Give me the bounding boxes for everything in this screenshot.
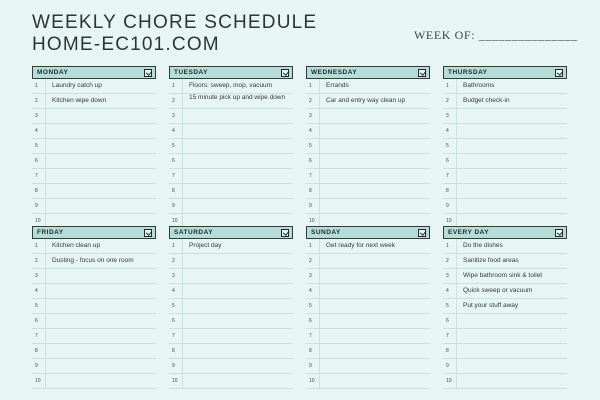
line-number: 8 <box>35 348 38 354</box>
task-text[interactable] <box>45 284 156 298</box>
task-line[interactable] <box>443 374 567 389</box>
line-number: 5 <box>446 143 449 149</box>
line-number: 8 <box>309 348 312 354</box>
task-text[interactable] <box>456 199 567 213</box>
task-line[interactable] <box>443 199 567 214</box>
task-text[interactable]: Sanitize food areas <box>456 254 567 268</box>
task-line[interactable] <box>32 199 156 214</box>
task-line[interactable] <box>32 109 156 124</box>
task-text[interactable]: Errands <box>319 79 430 93</box>
day-card-wednesday <box>306 66 430 224</box>
task-text[interactable] <box>456 169 567 183</box>
line-number: 3 <box>35 113 38 119</box>
task-line[interactable] <box>169 94 293 109</box>
line-number: 6 <box>35 318 38 324</box>
line-number: 10 <box>172 218 178 224</box>
task-lines <box>32 79 156 229</box>
task-text[interactable] <box>45 199 156 213</box>
line-number: 8 <box>35 188 38 194</box>
line-number: 9 <box>446 363 449 369</box>
task-text[interactable] <box>456 359 567 373</box>
task-line[interactable] <box>32 314 156 329</box>
line-number: 6 <box>35 158 38 164</box>
day-header <box>306 226 430 239</box>
line-number: 7 <box>35 173 38 179</box>
task-text[interactable] <box>456 124 567 138</box>
line-number: 7 <box>446 333 449 339</box>
task-line[interactable] <box>306 269 430 284</box>
line-number: 2 <box>35 258 38 264</box>
line-number: 1 <box>35 243 38 249</box>
task-text[interactable] <box>319 374 430 388</box>
task-line[interactable] <box>443 359 567 374</box>
task-text[interactable] <box>45 344 156 358</box>
line-number: 1 <box>309 243 312 249</box>
task-text[interactable] <box>182 284 293 298</box>
checkbox-icon[interactable] <box>418 229 426 237</box>
task-line[interactable] <box>306 314 430 329</box>
task-line[interactable] <box>306 184 430 199</box>
line-number: 2 <box>309 98 312 104</box>
line-number: 3 <box>172 273 175 279</box>
line-number: 7 <box>446 173 449 179</box>
line-number: 8 <box>309 188 312 194</box>
task-line[interactable] <box>443 169 567 184</box>
task-line[interactable] <box>306 374 430 389</box>
day-card-saturday <box>169 226 293 384</box>
day-name: TUESDAY <box>174 69 208 76</box>
checkbox-icon[interactable] <box>144 69 152 77</box>
line-number: 2 <box>309 258 312 264</box>
task-line[interactable] <box>443 139 567 154</box>
task-line[interactable] <box>443 109 567 124</box>
checkbox-icon[interactable] <box>555 229 563 237</box>
schedule-grid <box>32 66 568 384</box>
task-text[interactable] <box>182 299 293 313</box>
line-number: 1 <box>172 83 175 89</box>
task-line[interactable] <box>169 344 293 359</box>
task-line[interactable] <box>306 94 430 109</box>
task-line[interactable] <box>306 79 430 94</box>
line-number: 3 <box>309 273 312 279</box>
task-line[interactable] <box>169 359 293 374</box>
week-of-field[interactable]: WEEK OF: _______________ <box>414 28 578 42</box>
line-number: 4 <box>172 288 175 294</box>
line-number: 2 <box>172 98 175 104</box>
line-number: 7 <box>309 333 312 339</box>
task-line[interactable] <box>306 239 430 254</box>
task-text[interactable]: Dusting - focus on one room <box>45 254 156 268</box>
task-text[interactable] <box>319 169 430 183</box>
task-text[interactable] <box>45 299 156 313</box>
task-text[interactable]: Kitchen wipe down <box>45 94 156 108</box>
task-text[interactable] <box>319 299 430 313</box>
line-number: 5 <box>309 303 312 309</box>
line-number: 2 <box>446 98 449 104</box>
line-number: 3 <box>172 113 175 119</box>
checkbox-icon[interactable] <box>555 69 563 77</box>
task-text[interactable] <box>182 329 293 343</box>
task-text[interactable]: Put your stuff away <box>456 299 567 313</box>
task-text[interactable] <box>45 169 156 183</box>
task-line[interactable] <box>443 79 567 94</box>
checkbox-icon[interactable] <box>144 229 152 237</box>
line-number: 7 <box>309 173 312 179</box>
line-number: 8 <box>446 348 449 354</box>
task-line[interactable] <box>443 299 567 314</box>
task-lines <box>306 239 430 389</box>
task-line[interactable] <box>169 239 293 254</box>
line-number: 10 <box>35 378 41 384</box>
line-number: 8 <box>446 188 449 194</box>
task-lines <box>169 79 293 229</box>
task-line[interactable] <box>169 284 293 299</box>
day-card-tuesday <box>169 66 293 224</box>
task-text[interactable] <box>456 374 567 388</box>
line-number: 6 <box>446 318 449 324</box>
task-line[interactable] <box>32 374 156 389</box>
task-text[interactable] <box>456 154 567 168</box>
task-line[interactable] <box>32 154 156 169</box>
line-number: 4 <box>35 288 38 294</box>
task-line[interactable] <box>32 124 156 139</box>
task-text[interactable] <box>182 124 293 138</box>
task-text[interactable] <box>45 154 156 168</box>
task-line[interactable] <box>32 344 156 359</box>
line-number: 10 <box>446 218 452 224</box>
day-card-friday <box>32 226 156 384</box>
task-text[interactable] <box>182 254 293 268</box>
page-title <box>32 12 317 56</box>
task-text[interactable] <box>45 359 156 373</box>
task-text[interactable] <box>45 329 156 343</box>
task-line[interactable] <box>306 154 430 169</box>
line-number: 5 <box>35 143 38 149</box>
task-text[interactable] <box>456 139 567 153</box>
line-number: 9 <box>446 203 449 209</box>
line-number: 5 <box>172 143 175 149</box>
line-number: 9 <box>172 363 175 369</box>
line-number: 6 <box>446 158 449 164</box>
day-header <box>443 226 567 239</box>
day-card-sunday <box>306 226 430 384</box>
task-text[interactable] <box>319 199 430 213</box>
line-number: 6 <box>309 158 312 164</box>
task-text[interactable] <box>182 269 293 283</box>
task-text[interactable] <box>45 184 156 198</box>
task-line[interactable] <box>306 284 430 299</box>
checkbox-icon[interactable] <box>281 229 289 237</box>
day-name: SATURDAY <box>174 229 214 236</box>
task-text[interactable]: 15 minute pick up and wipe down <box>182 94 293 108</box>
task-line[interactable] <box>32 329 156 344</box>
task-line[interactable] <box>169 314 293 329</box>
task-line[interactable] <box>32 359 156 374</box>
task-text[interactable]: Do the dishes <box>456 239 567 253</box>
task-text[interactable] <box>182 184 293 198</box>
task-line[interactable] <box>169 124 293 139</box>
line-number: 3 <box>446 273 449 279</box>
line-number: 4 <box>309 288 312 294</box>
line-number: 4 <box>35 128 38 134</box>
line-number: 6 <box>172 158 175 164</box>
task-line[interactable] <box>169 109 293 124</box>
task-line[interactable] <box>306 299 430 314</box>
task-text[interactable] <box>319 254 430 268</box>
task-line[interactable] <box>169 79 293 94</box>
task-text[interactable] <box>319 154 430 168</box>
task-line[interactable] <box>443 239 567 254</box>
day-card-thursday <box>443 66 567 224</box>
line-number: 10 <box>446 378 452 384</box>
title-line-2: HOME-EC101.COM <box>32 34 220 55</box>
task-line[interactable] <box>443 154 567 169</box>
task-text[interactable]: Laundry catch up <box>45 79 156 93</box>
task-line[interactable] <box>306 359 430 374</box>
task-line[interactable] <box>443 344 567 359</box>
task-line[interactable] <box>443 184 567 199</box>
task-line[interactable] <box>32 139 156 154</box>
task-line[interactable] <box>169 374 293 389</box>
day-header <box>32 226 156 239</box>
task-text[interactable]: Floors: sweep, mop, vacuum <box>182 79 293 93</box>
task-text[interactable] <box>319 329 430 343</box>
task-line[interactable] <box>32 184 156 199</box>
task-text[interactable]: Bathrooms <box>456 79 567 93</box>
task-text[interactable]: Get ready for next week <box>319 239 430 253</box>
task-line[interactable] <box>169 169 293 184</box>
line-number: 4 <box>172 128 175 134</box>
task-text[interactable] <box>182 139 293 153</box>
task-line[interactable] <box>32 254 156 269</box>
task-line[interactable] <box>443 284 567 299</box>
day-name: THURSDAY <box>448 69 488 76</box>
line-number: 9 <box>309 363 312 369</box>
task-line[interactable] <box>306 169 430 184</box>
line-number: 2 <box>172 258 175 264</box>
line-number: 9 <box>35 203 38 209</box>
checkbox-icon[interactable] <box>418 69 426 77</box>
task-line[interactable] <box>169 199 293 214</box>
task-text[interactable] <box>319 284 430 298</box>
task-line[interactable] <box>169 184 293 199</box>
task-text[interactable] <box>319 184 430 198</box>
task-line[interactable] <box>306 254 430 269</box>
line-number: 9 <box>172 203 175 209</box>
line-number: 4 <box>446 288 449 294</box>
task-lines <box>443 79 567 229</box>
line-number: 3 <box>35 273 38 279</box>
line-number: 1 <box>172 243 175 249</box>
task-line[interactable] <box>169 299 293 314</box>
task-text[interactable]: Wipe bathroom sink & toilet <box>456 269 567 283</box>
task-line[interactable] <box>169 329 293 344</box>
task-text[interactable] <box>319 314 430 328</box>
line-number: 10 <box>172 378 178 384</box>
line-number: 2 <box>35 98 38 104</box>
task-text[interactable] <box>45 314 156 328</box>
task-text[interactable] <box>182 199 293 213</box>
task-text[interactable]: Car and entry way clean up <box>319 94 430 108</box>
task-line[interactable] <box>32 169 156 184</box>
task-text[interactable] <box>456 329 567 343</box>
task-line[interactable] <box>306 124 430 139</box>
line-number: 8 <box>172 188 175 194</box>
task-text[interactable] <box>319 109 430 123</box>
day-header <box>443 66 567 79</box>
task-line[interactable] <box>306 199 430 214</box>
line-number: 1 <box>446 243 449 249</box>
task-line[interactable] <box>443 269 567 284</box>
task-text[interactable] <box>182 169 293 183</box>
task-line[interactable] <box>32 284 156 299</box>
task-lines <box>169 239 293 389</box>
line-number: 5 <box>446 303 449 309</box>
line-number: 7 <box>35 333 38 339</box>
line-number: 7 <box>172 173 175 179</box>
line-number: 9 <box>309 203 312 209</box>
task-line[interactable] <box>169 254 293 269</box>
line-number: 1 <box>446 83 449 89</box>
day-name: MONDAY <box>37 69 69 76</box>
task-line[interactable] <box>443 124 567 139</box>
task-text[interactable] <box>45 374 156 388</box>
task-line[interactable] <box>32 94 156 109</box>
task-line[interactable] <box>306 329 430 344</box>
task-text[interactable] <box>319 139 430 153</box>
task-text[interactable]: Project day <box>182 239 293 253</box>
line-number: 5 <box>309 143 312 149</box>
line-number: 2 <box>446 258 449 264</box>
task-line[interactable] <box>443 94 567 109</box>
task-line[interactable] <box>32 79 156 94</box>
line-number: 9 <box>35 363 38 369</box>
line-number: 10 <box>309 378 315 384</box>
checkbox-icon[interactable] <box>281 69 289 77</box>
day-card-monday <box>32 66 156 224</box>
task-lines <box>32 239 156 389</box>
day-name: SUNDAY <box>311 229 341 236</box>
task-text[interactable]: Quick sweep or vacuum <box>456 284 567 298</box>
task-line[interactable] <box>169 269 293 284</box>
line-number: 6 <box>309 318 312 324</box>
task-text[interactable] <box>319 344 430 358</box>
line-number: 4 <box>446 128 449 134</box>
line-number: 10 <box>35 218 41 224</box>
task-line[interactable] <box>32 239 156 254</box>
task-line[interactable] <box>32 269 156 284</box>
task-line[interactable] <box>443 329 567 344</box>
task-text[interactable] <box>45 269 156 283</box>
task-text[interactable] <box>182 154 293 168</box>
task-text[interactable] <box>456 314 567 328</box>
day-name: FRIDAY <box>37 229 64 236</box>
task-text[interactable] <box>182 344 293 358</box>
line-number: 5 <box>35 303 38 309</box>
title-line-1: WEEKLY CHORE SCHEDULE <box>32 12 318 33</box>
line-number: 10 <box>309 218 315 224</box>
day-header <box>32 66 156 79</box>
line-number: 3 <box>446 113 449 119</box>
task-text[interactable] <box>45 139 156 153</box>
task-text[interactable]: Budget check-in <box>456 94 567 108</box>
task-line[interactable] <box>32 299 156 314</box>
line-number: 3 <box>309 113 312 119</box>
day-header <box>169 226 293 239</box>
day-card-every-day <box>443 226 567 384</box>
task-text[interactable] <box>456 109 567 123</box>
task-text[interactable] <box>45 109 156 123</box>
day-header <box>306 66 430 79</box>
task-text[interactable] <box>182 314 293 328</box>
task-line[interactable] <box>306 109 430 124</box>
task-line[interactable] <box>306 344 430 359</box>
task-text[interactable] <box>45 124 156 138</box>
line-number: 6 <box>172 318 175 324</box>
line-number: 7 <box>172 333 175 339</box>
day-header <box>169 66 293 79</box>
task-text[interactable] <box>456 184 567 198</box>
task-text[interactable] <box>319 269 430 283</box>
line-number: 1 <box>309 83 312 89</box>
day-name: EVERY DAY <box>448 229 490 236</box>
task-lines <box>306 79 430 229</box>
line-number: 4 <box>309 128 312 134</box>
line-number: 5 <box>172 303 175 309</box>
task-line[interactable] <box>169 154 293 169</box>
task-text[interactable] <box>319 124 430 138</box>
task-text[interactable] <box>456 344 567 358</box>
task-text[interactable] <box>182 109 293 123</box>
task-text[interactable]: Kitchen clean up <box>45 239 156 253</box>
task-line[interactable] <box>306 139 430 154</box>
task-text[interactable] <box>182 359 293 373</box>
task-text[interactable] <box>319 359 430 373</box>
task-line[interactable] <box>443 254 567 269</box>
task-line[interactable] <box>443 314 567 329</box>
line-number: 1 <box>35 83 38 89</box>
task-text[interactable] <box>182 374 293 388</box>
task-line[interactable] <box>169 139 293 154</box>
day-name: WEDNESDAY <box>311 69 358 76</box>
task-lines <box>443 239 567 389</box>
line-number: 8 <box>172 348 175 354</box>
